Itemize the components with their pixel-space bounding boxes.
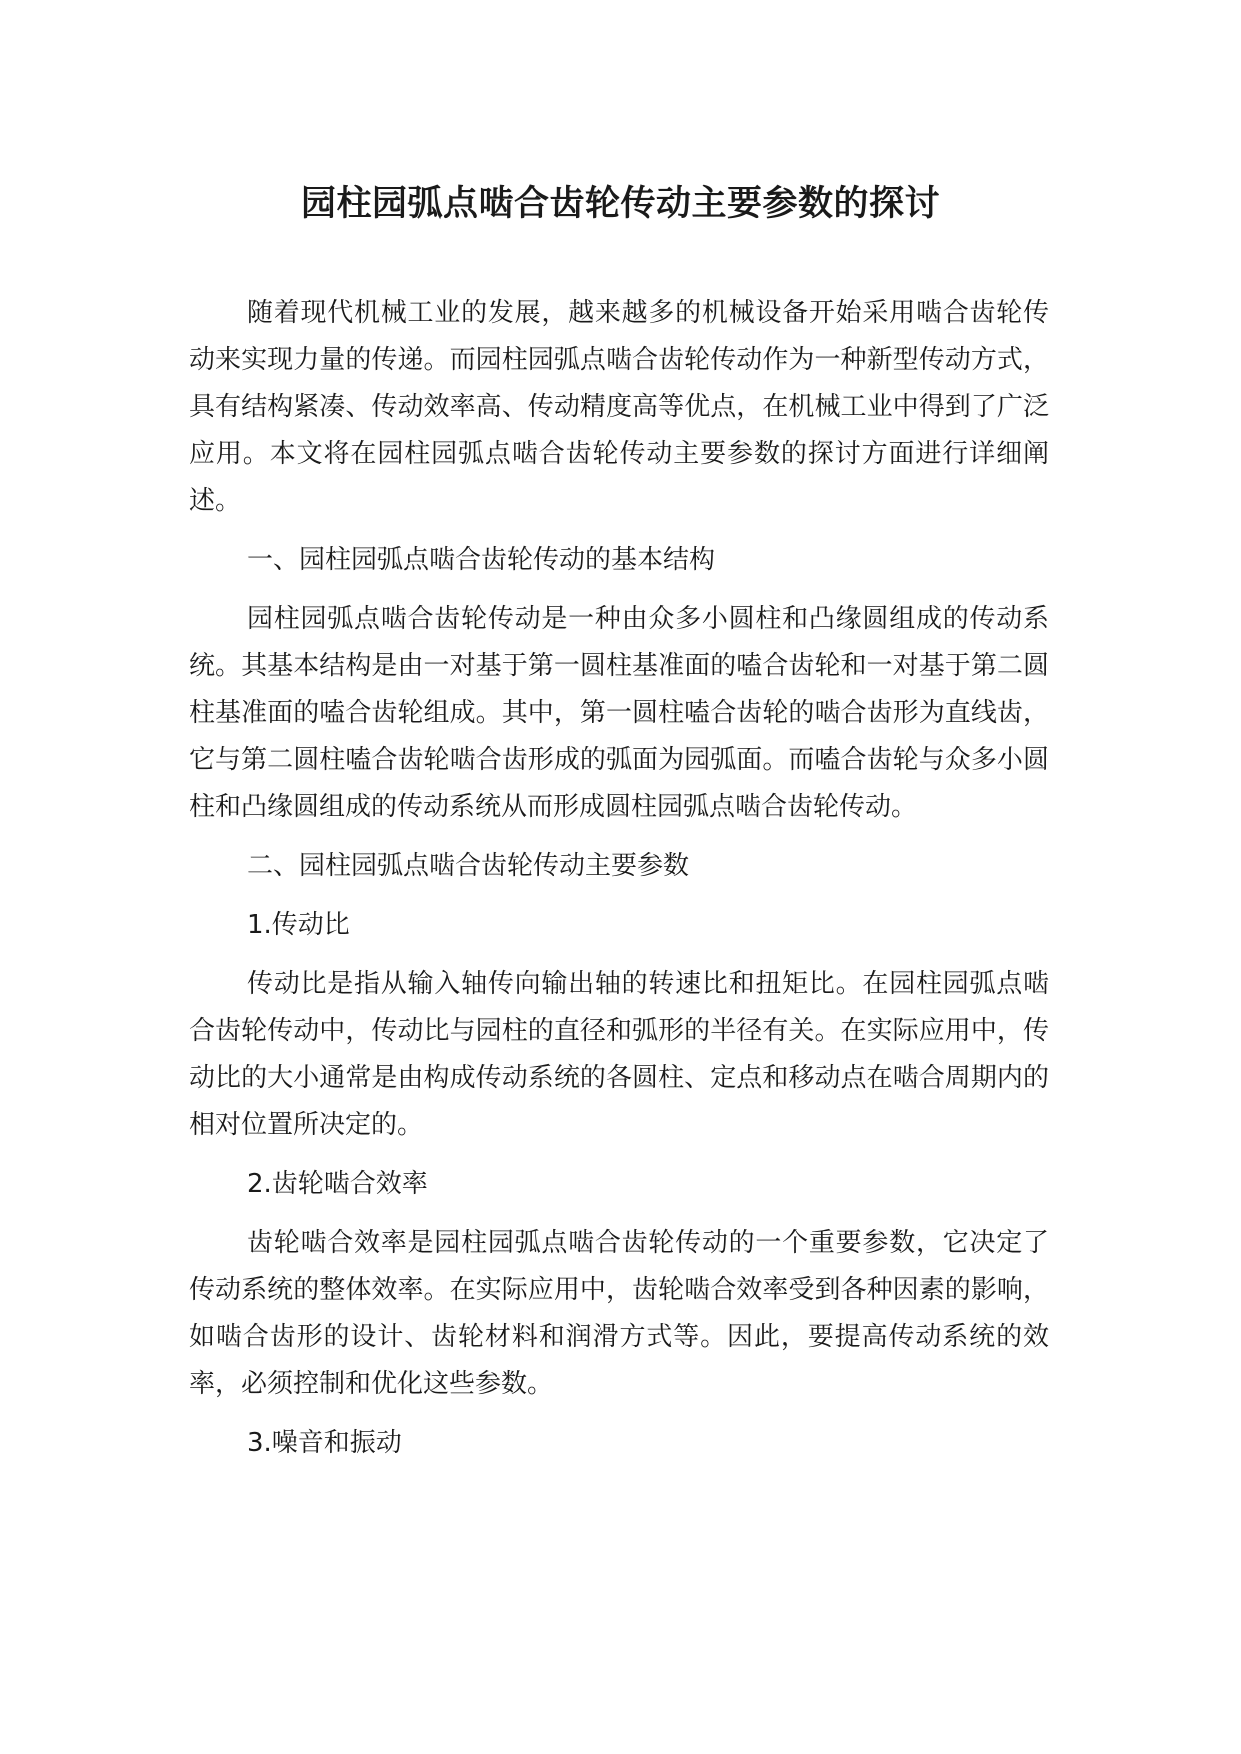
subsection-1-heading: 1.传动比 [247, 910, 350, 940]
section-1-paragraph: 园柱园弧点啮合齿轮传动是一种由众多小圆柱和凸缘圆组成的传动系统。其基本结构是由一对基于第一圆柱基准面的嗑合齿轮和一对基于第二圆柱基准面的嗑合齿轮组成。其中，第一圆柱嗑合齿轮的啮合齿形为直线齿，它与第二圆柱嗑合齿轮啮合齿形成的弧面为园弧面。而嗑合齿轮与众多小圆柱和凸缘圆组成的传动系统从而形成圆柱园弧点啮合齿轮传动。 [189, 604, 1049, 822]
subsection-1-paragraph: 传动比是指从输入轴传向输出轴的转速比和扭矩比。在园柱园弧点啮合齿轮传动中，传动比与园柱的直径和弧形的半径有关。在实际应用中，传动比的大小通常是由构成传动系统的各圆柱、定点和移动点在啮合周期内的相对位置所决定的。 [189, 969, 1049, 1140]
section-1-heading: 一、园柱园弧点啮合齿轮传动的基本结构 [247, 545, 716, 575]
subsection-2-paragraph: 齿轮啮合效率是园柱园弧点啮合齿轮传动的一个重要参数，它决定了传动系统的整体效率。在实际应用中，齿轮啮合效率受到各种因素的影响，如啮合齿形的设计、齿轮材料和润滑方式等。因此，要提高传动系统的效率，必须控制和优化这些参数。 [189, 1228, 1049, 1399]
subsection-3-heading: 3.噪音和振动 [247, 1428, 402, 1458]
subsection-2-heading: 2.齿轮啮合效率 [247, 1169, 428, 1199]
section-2-heading: 二、园柱园弧点啮合齿轮传动主要参数 [247, 851, 690, 881]
document-body [189, 290, 1049, 1467]
intro-paragraph: 随着现代机械工业的发展，越来越多的机械设备开始采用啮合齿轮传动来实现力量的传递。而园柱园弧点啮合齿轮传动作为一种新型传动方式，具有结构紧凑、传动效率高、传动精度高等优点，在机械工业中得到了广泛应用。本文将在园柱园弧点啮合齿轮传动主要参数的探讨方面进行详细阐述。 [189, 298, 1049, 516]
document-title: 园柱园弧点啮合齿轮传动主要参数的探讨 [300, 184, 940, 224]
